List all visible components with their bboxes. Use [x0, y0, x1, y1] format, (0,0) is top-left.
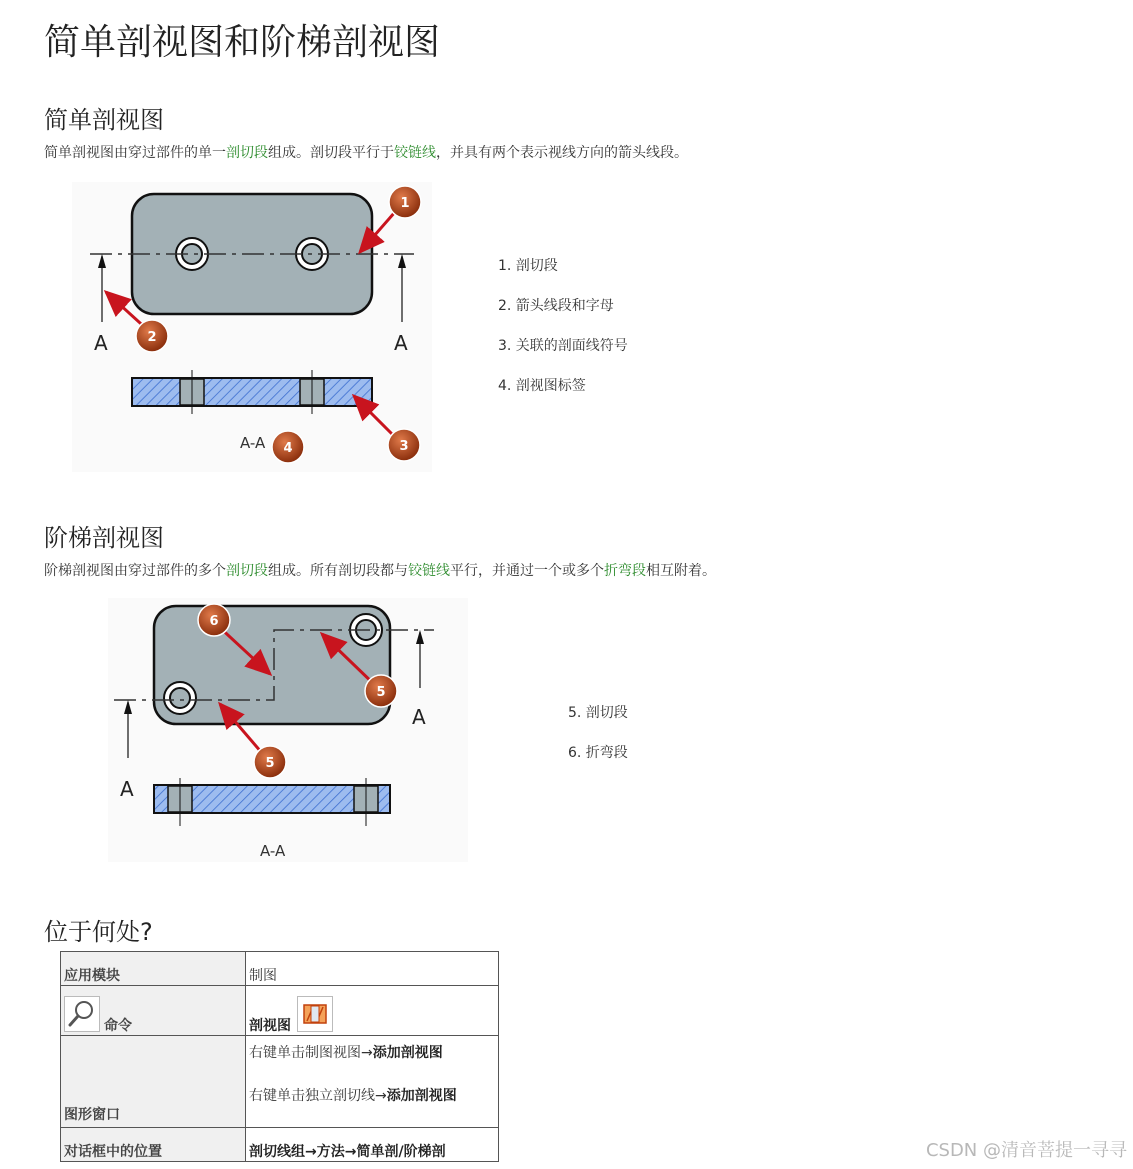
- view-letter-left: A: [94, 331, 108, 355]
- simple-description: [44, 142, 688, 162]
- svg-text:4: 4: [283, 441, 293, 456]
- simple-text-3: ，并具有两个表示视线方向的箭头线段。: [436, 145, 688, 161]
- callout-2: [136, 320, 168, 352]
- section-label: A-A: [240, 434, 266, 452]
- simple-text-2: 组成。剖切段平行于: [268, 145, 394, 161]
- callout-6: [198, 604, 230, 636]
- stepped-text-2: 组成。所有剖切段都与: [268, 563, 408, 579]
- callout-5: [254, 746, 286, 778]
- svg-text:5: 5: [265, 756, 275, 771]
- table-row: [61, 986, 499, 1036]
- stepped-description: [44, 560, 716, 580]
- svg-text:1: 1: [400, 196, 410, 211]
- link-hinge-line[interactable]: 铰链线: [408, 563, 450, 579]
- table-row: [61, 1036, 499, 1128]
- callout-1: [389, 186, 421, 218]
- stepped-text-1: 阶梯剖视图由穿过部件的多个: [44, 563, 226, 579]
- watermark: CSDN @清音菩提一寻寻: [925, 1140, 1127, 1161]
- stepped-section-heading: 阶梯剖视图: [44, 524, 164, 552]
- link-cut-segment[interactable]: 剖切段: [226, 563, 268, 579]
- callout-4: [272, 431, 304, 463]
- add-section-view-item[interactable]: 添加剖视图: [386, 1088, 457, 1104]
- section-label: A-A: [260, 842, 286, 860]
- simple-legend: [498, 256, 628, 416]
- row-key: 对话框中的位置: [61, 1128, 246, 1162]
- row-key: 图形窗口: [61, 1036, 246, 1128]
- svg-text:6: 6: [209, 614, 219, 629]
- legend-item: 2. 箭头线段和字母: [498, 298, 614, 314]
- callout-3: [388, 429, 420, 461]
- table-row: [61, 1128, 499, 1162]
- command-label: 命令: [104, 1018, 132, 1034]
- stepped-legend: [568, 703, 628, 783]
- simple-section-heading: 简单剖视图: [44, 106, 164, 134]
- link-bend-segment[interactable]: 折弯段: [604, 563, 646, 579]
- legend-item: 5. 剖切段: [568, 705, 628, 721]
- magnifier-icon: [64, 996, 100, 1032]
- svg-text:3: 3: [399, 439, 409, 454]
- stepped-text-3: 平行，并通过一个或多个: [450, 563, 604, 579]
- context-menu-path: [249, 1036, 495, 1076]
- row-value: [246, 986, 499, 1036]
- legend-item: 3. 关联的剖面线符号: [498, 338, 628, 354]
- svg-text:2: 2: [147, 330, 157, 345]
- row-key: [61, 986, 246, 1036]
- svg-text:5: 5: [376, 685, 386, 700]
- callout-5: [365, 675, 397, 707]
- view-letter-right: A: [394, 331, 408, 355]
- simple-section-figure: [72, 182, 432, 472]
- context-menu-path: [249, 1076, 495, 1116]
- link-cut-segment[interactable]: 剖切段: [226, 145, 268, 161]
- row-value: [246, 1036, 499, 1128]
- add-section-view-item[interactable]: 添加剖视图: [372, 1045, 443, 1061]
- link-hinge-line[interactable]: 铰链线: [394, 145, 436, 161]
- legend-item: 1. 剖切段: [498, 258, 558, 274]
- path-text: 右键单击独立剖切线→: [249, 1088, 387, 1104]
- stepped-text-4: 相互附着。: [646, 563, 716, 579]
- row-value: 剖切线组→方法→简单剖/阶梯剖: [246, 1128, 499, 1162]
- section-view-icon[interactable]: [297, 996, 333, 1032]
- path-text: 右键单击制图视图→: [249, 1045, 373, 1061]
- row-value: 制图: [246, 952, 499, 986]
- page-title: 简单剖视图和阶梯剖视图: [44, 22, 441, 63]
- simple-text-1: 简单剖视图由穿过部件的单一: [44, 145, 226, 161]
- stepped-section-figure: [108, 598, 468, 862]
- where-heading: 位于何处?: [44, 918, 153, 946]
- location-table: [60, 951, 499, 1162]
- view-letter-right: A: [412, 705, 426, 729]
- legend-item: 6. 折弯段: [568, 745, 628, 761]
- table-row: [61, 952, 499, 986]
- section-view-command[interactable]: 剖视图: [249, 1018, 291, 1034]
- view-letter-left: A: [120, 777, 134, 801]
- row-key: 应用模块: [61, 952, 246, 986]
- legend-item: 4. 剖视图标签: [498, 378, 586, 394]
